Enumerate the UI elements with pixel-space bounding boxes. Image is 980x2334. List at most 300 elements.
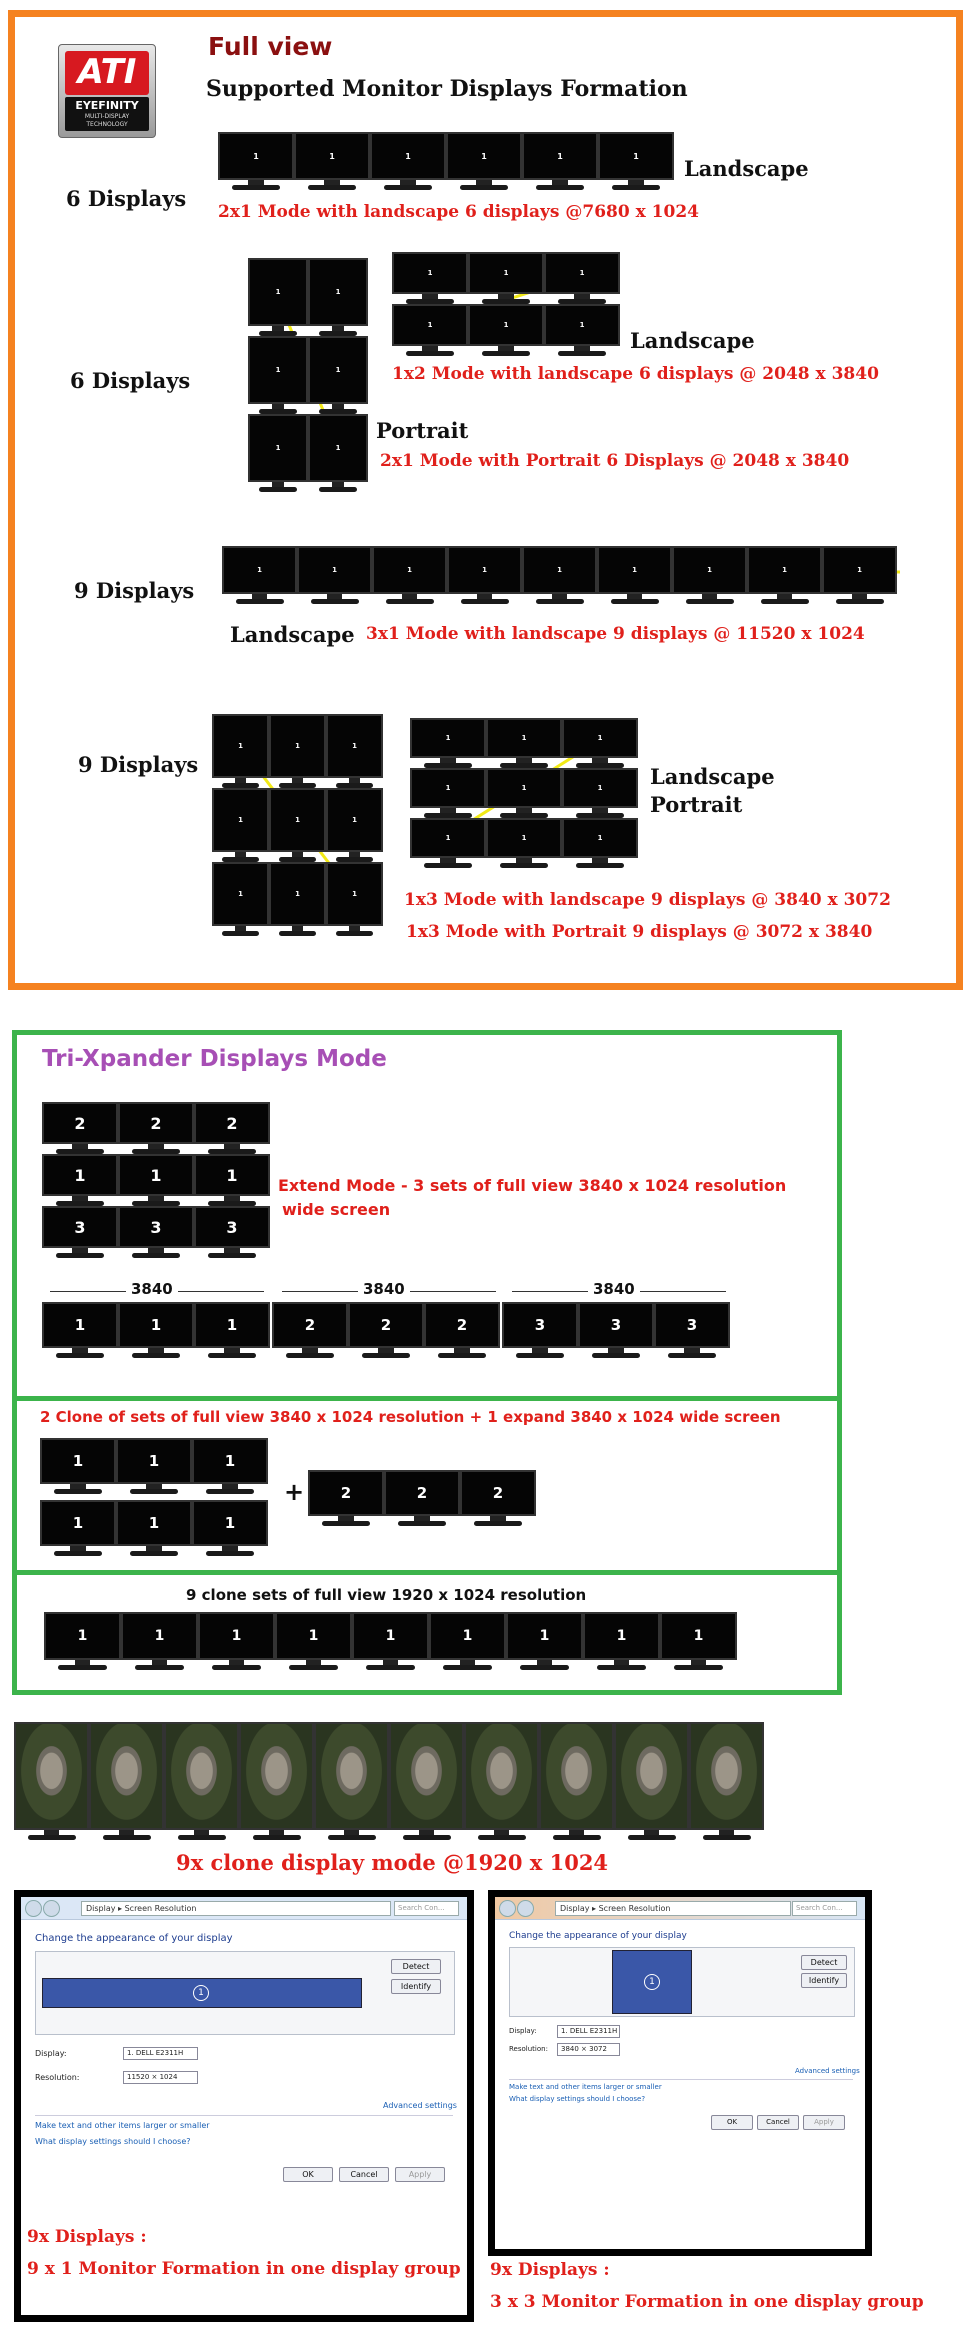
monitor-screen: 1 [583,1612,660,1660]
full-view-subtitle: Supported Monitor Displays Formation [206,76,688,102]
monitor-base [460,185,509,190]
monitor [370,132,446,190]
monitor [410,818,486,868]
monitor [578,1302,654,1358]
monitor [239,1722,314,1840]
monitor-screen: 1 [392,252,468,294]
dialog2-resolution-label: Resolution: [509,2045,548,2053]
row2-landscape-label: Landscape [630,328,755,353]
monitor-screen: 1 [308,336,368,404]
monitor [372,546,447,604]
monitor [392,304,468,356]
monitor [192,1500,268,1556]
dialog2-apply-button[interactable]: Apply [803,2115,845,2130]
monitor-screen: 1 [42,1302,118,1348]
monitor [660,1612,737,1670]
monitor-base [403,1835,451,1840]
monitor-screen: 1 [544,252,620,294]
dialog1-monitor-tile[interactable] [42,1978,362,2008]
monitor [544,304,620,356]
monitor [392,252,468,304]
monitor-base [612,185,661,190]
monitor-base [597,1665,646,1670]
monitor [116,1500,192,1556]
monitor-screen: 2 [424,1302,500,1348]
row4-landscape-label: Landscape [650,764,775,789]
monitor [446,132,522,190]
monitor-base [384,185,433,190]
monitor [562,768,638,818]
monitor-screen: 1 [118,1302,194,1348]
photo-row-caption: 9x clone display mode @1920 x 1024 [176,1850,609,1875]
monitor-screen: 1 [562,768,638,808]
monitor-screen: 1 [372,546,447,594]
monitor-screen: 1 [326,714,383,778]
monitor [614,1722,689,1840]
dialog1-apply-button[interactable]: Apply [395,2167,445,2182]
monitor [194,1154,270,1206]
monitor-screen: 1 [269,862,326,926]
monitor [297,546,372,604]
dialog2-separator [509,2079,853,2080]
divider-1 [12,1396,842,1401]
monitor-base [208,1353,257,1358]
monitor [539,1722,614,1840]
monitor-base [516,1353,565,1358]
monitor-base [130,1551,179,1556]
divider-2 [12,1570,842,1575]
monitor-base [286,1353,335,1358]
dialog2-advanced-link[interactable]: Advanced settings [795,2067,860,2075]
monitor-base [536,185,585,190]
monitor-base [103,1835,151,1840]
monitor-screen: 1 [218,132,294,180]
monitor-base [366,1665,415,1670]
monitor-base [686,599,734,604]
monitor [212,862,269,936]
row1-caption: 2x1 Mode with landscape 6 displays @7680 x 1024 [218,202,699,222]
monitor-screen [689,1722,764,1830]
monitor [522,546,597,604]
monitor [42,1206,118,1258]
monitor [308,258,368,336]
monitor [464,1722,539,1840]
width-label: 3840 [358,1280,410,1298]
monitor-screen [314,1722,389,1830]
monitor-screen: 1 [308,258,368,326]
row1-label: 6 Displays [66,186,187,211]
monitor-screen [164,1722,239,1830]
forward-icon[interactable] [517,1900,534,1917]
monitor-screen [389,1722,464,1830]
dialog1-cancel-button[interactable]: Cancel [339,2167,389,2182]
monitor-base [474,1521,523,1526]
monitor [42,1102,118,1154]
dialog1-breadcrumb[interactable]: Display ▸ Screen Resolution [81,1901,391,1916]
monitor [486,718,562,768]
monitor-screen: 3 [502,1302,578,1348]
monitor [118,1206,194,1258]
screen-resolution-dialog-1 [14,1890,474,2322]
monitor [410,718,486,768]
dialog1-caption-1: 9x Displays : [27,2227,147,2247]
monitor-screen: 2 [348,1302,424,1348]
dialog2-settings-help-link[interactable]: What display settings should I choose? [509,2095,646,2103]
monitor-base [132,1253,181,1258]
dialog1-caption-2: 9 x 1 Monitor Formation in one display group [27,2259,461,2279]
row2-landscape-caption: 1x2 Mode with landscape 6 displays @ 2048 x 3840 [392,364,879,384]
monitor [118,1154,194,1206]
monitor-screen: 1 [44,1612,121,1660]
monitor-base [668,1353,717,1358]
monitor-screen: 3 [118,1206,194,1248]
dialog1-monitor-number: 1 [193,1985,209,2001]
dialog2-display-select[interactable]: 1. DELL E2311H [557,2025,620,2038]
dialog1-ok-button[interactable]: OK [283,2167,333,2182]
monitor-base [761,599,809,604]
monitor-base [206,1489,255,1494]
dialog1-search-input[interactable]: Search Con... [394,1901,459,1916]
row2-portrait-label: Portrait [376,418,469,443]
monitor-screen: 1 [121,1612,198,1660]
monitor-base [58,1665,107,1670]
dialog2-identify-button[interactable]: Identify [801,1973,847,1988]
dialog2-ok-button[interactable]: OK [711,2115,753,2130]
monitor-screen: 1 [544,304,620,346]
monitor-base [703,1835,751,1840]
monitor-screen: 1 [248,336,308,404]
monitor-screen: 1 [410,818,486,858]
monitor [40,1438,116,1494]
monitor-base [478,1835,526,1840]
monitor [194,1206,270,1258]
monitor [429,1612,506,1670]
width-label: 3840 [588,1280,640,1298]
monitor [562,718,638,768]
dialog1-identify-button[interactable]: Identify [391,1979,441,1994]
monitor-base [212,1665,261,1670]
monitor-base [132,1353,181,1358]
monitor-screen: 1 [248,258,308,326]
clone-caption: 2 Clone of sets of full view 3840 x 1024 resolution + 1 expand 3840 x 1024 wide screen [40,1408,781,1426]
row4-portrait-caption: 1x3 Mode with Portrait 9 displays @ 3072 x 3840 [406,922,873,942]
monitor-base [308,185,357,190]
monitor-screen: 1 [410,718,486,758]
monitor-base [611,599,659,604]
monitor-screen: 1 [308,414,368,482]
monitor-base [232,185,281,190]
monitor-screen: 1 [370,132,446,180]
monitor [597,546,672,604]
monitor [308,336,368,414]
monitor-base [576,863,625,868]
dialog2-titlebar [495,1897,865,1920]
monitor-base [54,1551,103,1556]
row3-label: 9 Displays [74,578,195,603]
monitor [248,414,308,492]
monitor [194,1302,270,1358]
monitor [116,1438,192,1494]
monitor-screen: 1 [222,546,297,594]
monitor-base [279,931,315,936]
row3-orientation: Landscape [230,622,355,647]
monitor-screen: 1 [212,714,269,778]
monitor-screen: 1 [468,304,544,346]
monitor-screen: 1 [297,546,372,594]
monitor [522,132,598,190]
monitor-base [56,1353,105,1358]
monitor [348,1302,424,1358]
monitor-base [259,487,297,492]
monitor-screen: 1 [410,768,486,808]
monitor-screen: 3 [654,1302,730,1348]
monitor [212,788,269,862]
monitor [248,258,308,336]
monitor [747,546,822,604]
monitor [222,546,297,604]
dialog2-display-label: Display: [509,2027,537,2035]
monitor-screen: 3 [194,1206,270,1248]
monitor-screen [464,1722,539,1830]
dialog2-caption-1: 9x Displays : [490,2260,610,2280]
monitor-base [28,1835,76,1840]
monitor-base [443,1665,492,1670]
monitor-screen: 1 [562,818,638,858]
monitor-screen: 3 [42,1206,118,1248]
monitor [269,788,326,862]
monitor [502,1302,578,1358]
monitor [194,1102,270,1154]
monitor-base [178,1835,226,1840]
monitor [389,1722,464,1840]
dialog1-settings-help-link[interactable]: What display settings should I choose? [35,2137,191,2146]
monitor-screen: 1 [660,1612,737,1660]
monitor-screen: 1 [40,1438,116,1484]
logo-brand: ATI [77,52,137,92]
monitor-screen: 1 [326,862,383,926]
monitor [460,1470,536,1526]
monitor [275,1612,352,1670]
monitor-screen: 1 [194,1302,270,1348]
plus-sign: + [284,1478,305,1506]
monitor [486,818,562,868]
monitor [314,1722,389,1840]
row3-caption: 3x1 Mode with landscape 9 displays @ 11520 x 1024 [366,624,865,644]
dialog1-resolution-label: Resolution: [35,2073,80,2082]
monitor-base [222,931,258,936]
monitor-screen: 1 [118,1154,194,1196]
dialog1-detect-button[interactable]: Detect [391,1959,441,1974]
monitor-screen: 1 [212,788,269,852]
monitor [44,1612,121,1670]
monitor-screen: 1 [116,1438,192,1484]
monitor-screen: 1 [486,818,562,858]
monitor [42,1302,118,1358]
monitor [689,1722,764,1840]
monitor-base [362,1353,411,1358]
monitor [598,132,674,190]
monitor-base [56,1253,105,1258]
monitor-base [406,351,455,356]
dialog2-resolution-select[interactable]: 3840 × 3072 [557,2043,620,2056]
monitor-base [482,351,531,356]
monitor [192,1438,268,1494]
monitor-base [311,599,359,604]
monitor-screen: 1 [747,546,822,594]
monitor [42,1154,118,1206]
monitor [468,252,544,304]
monitor-screen: 1 [429,1612,506,1660]
dialog2-breadcrumb[interactable]: Display ▸ Screen Resolution [555,1901,791,1916]
monitor-screen: 2 [460,1470,536,1516]
monitor-screen: 1 [194,1154,270,1196]
monitor-screen: 1 [326,788,383,852]
forward-icon[interactable] [43,1900,60,1917]
monitor [506,1612,583,1670]
dialog2-heading: Change the appearance of your display [509,1931,687,1941]
monitor-base [536,599,584,604]
extend-caption-line1: Extend Mode - 3 sets of full view 3840 x 1024 resolution [278,1176,787,1195]
monitor-screen: 1 [248,414,308,482]
monitor [384,1470,460,1526]
monitor-screen [14,1722,89,1830]
monitor [562,818,638,868]
monitor-screen: 1 [822,546,897,594]
monitor-screen: 1 [42,1154,118,1196]
monitor-base [54,1489,103,1494]
monitor-screen: 1 [522,132,598,180]
monitor-base [836,599,884,604]
monitor-screen: 1 [269,714,326,778]
dialog1-display-select[interactable]: 1. DELL E2311H [123,2047,198,2060]
monitor-screen: 2 [118,1102,194,1144]
dialog2-monitor-number: 1 [644,1974,660,1990]
monitor-screen: 1 [672,546,747,594]
monitor [583,1612,660,1670]
monitor [308,1470,384,1526]
monitor-screen: 1 [506,1612,583,1660]
width-label: 3840 [126,1280,178,1298]
monitor-screen: 1 [522,546,597,594]
monitor-base [386,599,434,604]
dialog1-display-label: Display: [35,2049,67,2058]
monitor [308,414,368,492]
monitor-base [628,1835,676,1840]
dialog2-cancel-button[interactable]: Cancel [757,2115,799,2130]
full-view-title: Full view [208,32,333,61]
dialog1-separator [35,2115,453,2116]
monitor [40,1500,116,1556]
monitor-screen [89,1722,164,1830]
dialog1-heading: Change the appearance of your display [35,1933,233,1944]
monitor-screen: 1 [294,132,370,180]
monitor-screen: 1 [597,546,672,594]
monitor-base [253,1835,301,1840]
monitor-base [558,351,607,356]
monitor-base [424,863,473,868]
monitor-screen: 2 [384,1470,460,1516]
monitor [326,714,383,788]
monitor [212,714,269,788]
monitor-base [461,599,509,604]
dialog2-search-input[interactable]: Search Con... [792,1901,857,1916]
monitor-screen: 1 [192,1438,268,1484]
logo-eyefinity: EYEFINITY [75,99,139,112]
dialog1-advanced-link[interactable]: Advanced settings [383,2101,457,2110]
monitor [326,862,383,936]
monitor-screen: 1 [468,252,544,294]
monitor-screen: 2 [308,1470,384,1516]
monitor-base [336,931,372,936]
monitor-screen: 1 [486,718,562,758]
monitor-base [328,1835,376,1840]
monitor [294,132,370,190]
monitor [654,1302,730,1358]
monitor-base [319,487,357,492]
monitor [269,714,326,788]
monitor-base [135,1665,184,1670]
monitor-screen: 1 [562,718,638,758]
monitor-base [208,1253,257,1258]
monitor-base [206,1551,255,1556]
dialog2-detect-button[interactable]: Detect [801,1955,847,1970]
monitor-screen: 1 [40,1500,116,1546]
monitor-base [236,599,284,604]
row4-landscape-caption: 1x3 Mode with landscape 9 displays @ 3840 x 3072 [404,890,891,910]
monitor-screen: 1 [392,304,468,346]
monitor [164,1722,239,1840]
dialog2-text-size-link[interactable]: Make text and other items larger or smaller [509,2083,662,2091]
monitor [468,304,544,356]
monitor-base [553,1835,601,1840]
monitor [352,1612,429,1670]
monitor-screen: 1 [198,1612,275,1660]
monitor-screen: 2 [194,1102,270,1144]
monitor [822,546,897,604]
monitor-screen: 1 [212,862,269,926]
monitor [544,252,620,304]
row2-label: 6 Displays [70,368,191,393]
logo-technology: TECHNOLOGY [86,121,128,128]
row1-orientation: Landscape [684,156,809,181]
monitor-base [130,1489,179,1494]
monitor [198,1612,275,1670]
dialog1-resolution-select[interactable]: 11520 × 1024 [123,2071,198,2084]
monitor [121,1612,198,1670]
monitor-base [674,1665,723,1670]
monitor [672,546,747,604]
back-icon[interactable] [499,1900,516,1917]
monitor-screen: 1 [116,1500,192,1546]
monitor [269,862,326,936]
tri-xpander-title: Tri-Xpander Displays Mode [42,1046,387,1072]
monitor [447,546,522,604]
monitor-screen: 1 [598,132,674,180]
monitor [486,768,562,818]
monitor-base [592,1353,641,1358]
dialog1-text-size-link[interactable]: Make text and other items larger or smaller [35,2121,210,2130]
monitor [272,1302,348,1358]
extend-caption-line2: wide screen [282,1200,391,1219]
back-icon[interactable] [25,1900,42,1917]
monitor-screen: 1 [352,1612,429,1660]
monitor-screen [614,1722,689,1830]
monitor-screen: 1 [446,132,522,180]
dialog2-monitor-tile[interactable] [612,1950,692,2014]
monitor [89,1722,164,1840]
monitor-screen: 1 [192,1500,268,1546]
dialog2-caption-2: 3 x 3 Monitor Formation in one display group [490,2292,924,2312]
